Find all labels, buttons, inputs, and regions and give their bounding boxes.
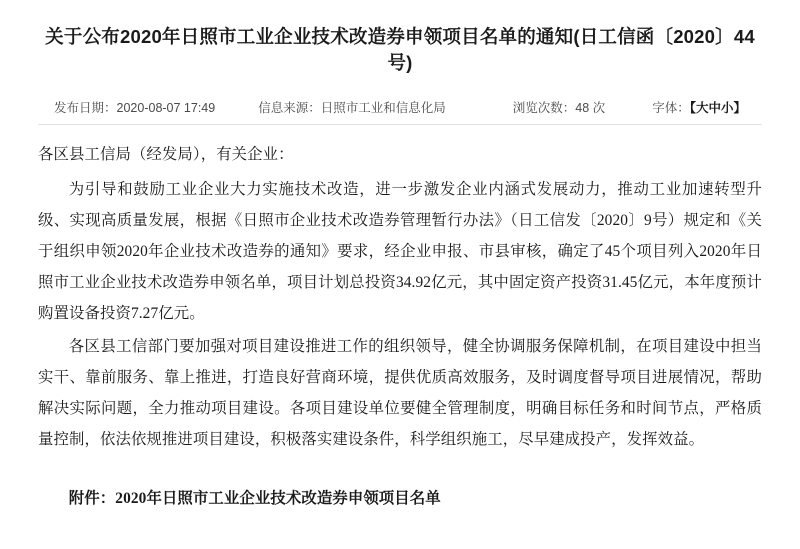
font-size-options[interactable]: 【大中小】 [689, 100, 746, 115]
view-count-value: 48 次 [575, 100, 606, 115]
document-body [38, 125, 762, 514]
view-count [513, 98, 605, 116]
publish-date-value: 2020-08-07 17:49 [116, 100, 216, 115]
paragraph-1: 为引导和鼓励工业企业大力实施技术改造，进一步激发企业内涵式发展动力，推动工业加速转型升级、实现高质量发展，根据《日照市企业技术改造券管理暂行办法》（日工信发〔2020〕9号）规定和《关于组织申领2020年企业技术改造券的通知》要求，经企业申报、市县审核，确定了45个项目列入2020年日照市工业企业技术改造券申领名单，项目计划总投资34.92亿元，其中固定资产投资31.45亿元，本年度预计购置设备投资7.27亿元。 [38, 180, 762, 322]
paragraph-2: 各区县工信部门要加强对项目建设推进工作的组织领导，健全协调服务保障机制，在项目建设中担当实干、靠前服务、靠上推进，打造良好营商环境，提供优质高效服务，及时调度督导项目进展情况，帮助解决实际问题，全力推动项目建设。各项目建设单位要健全管理制度，明确目标任务和时间节点，严格质量控制，依法依规推进项目建设，积极落实建设条件，科学组织施工，尽早建成投产，发挥效益。 [38, 337, 762, 448]
font-size-control[interactable] [652, 98, 746, 116]
info-source-value: 日照市工业和信息化局 [320, 100, 446, 115]
attachment-line: 附件：2020年日照市工业企业技术改造券申领项目名单 [68, 489, 441, 507]
view-count-label: 浏览次数： [512, 100, 576, 115]
font-size-label: 字体： [652, 100, 690, 115]
publish-date [54, 98, 215, 116]
info-source-label: 信息来源： [258, 100, 321, 115]
page-title: 关于公布2020年日照市工业企业技术改造券申领项目名单的通知(日工信函〔2020〕44号) [45, 26, 755, 73]
salutation: 各区县工信局（经发局），有关企业： [38, 145, 294, 163]
document-meta-bar [38, 92, 762, 125]
publish-date-label: 发布日期： [54, 100, 117, 115]
info-source [258, 98, 446, 116]
